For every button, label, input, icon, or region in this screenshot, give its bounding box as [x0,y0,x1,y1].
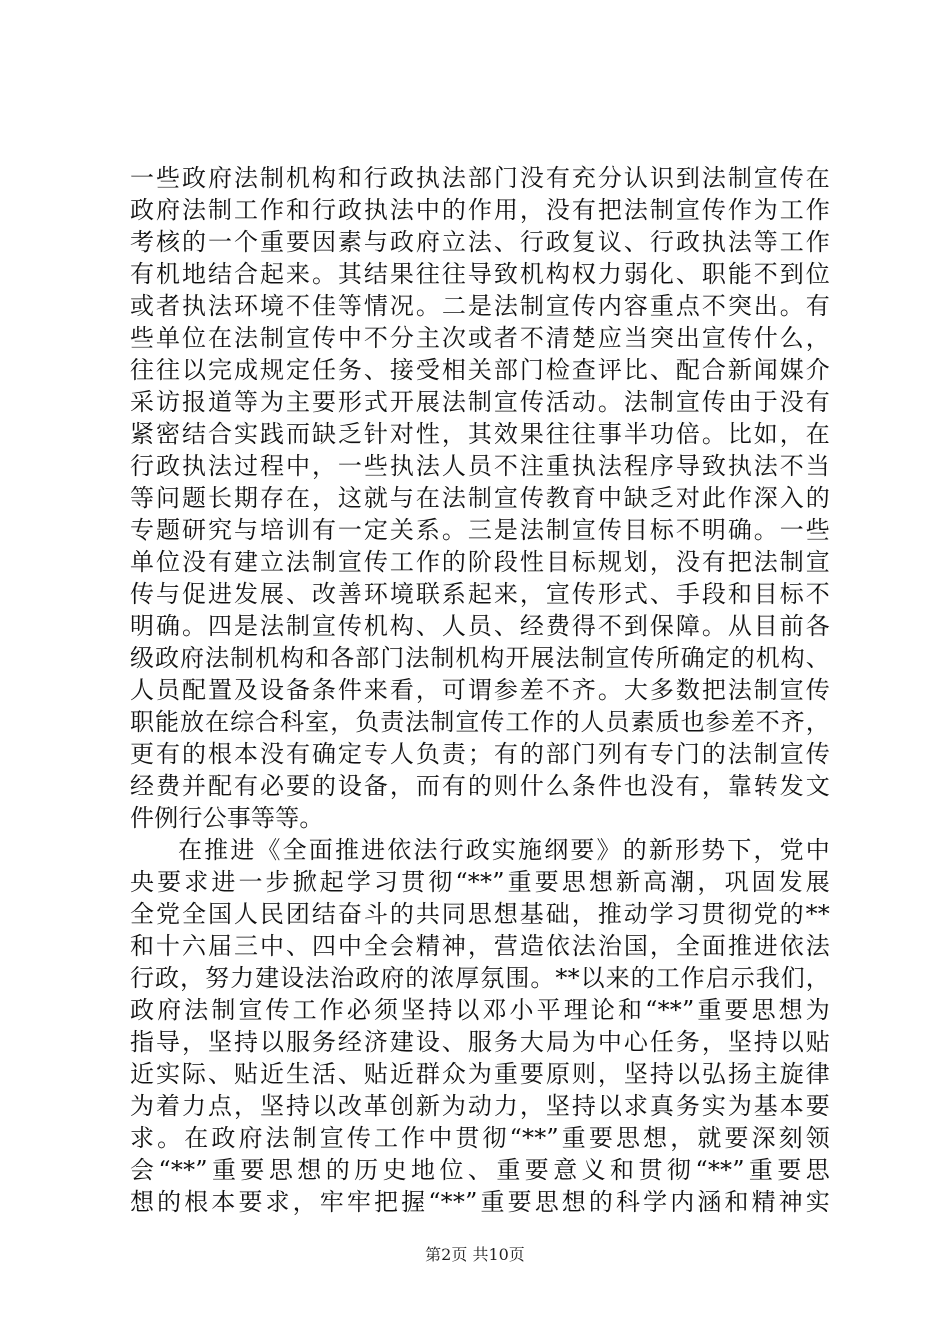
text-line: 一些政府法制机构和行政执法部门没有充分认识到法制宣传在 [130,164,830,192]
text-line: 全党全国人民团结奋斗的共同思想基础，推动学习贯彻党的** [130,900,830,928]
text-line: 等问题长期存在，这就与在法制宣传教育中缺乏对此作深入的 [130,484,830,512]
text-line: 些单位在法制宣传中不分主次或者不清楚应当突出宣传什么， [130,324,830,352]
text-line: 级政府法制机构和各部门法制机构开展法制宣传所确定的机构、 [130,644,830,672]
text-line: 明确。四是法制宣传机构、人员、经费得不到保障。从目前各 [130,612,830,640]
text-line: 为着力点，坚持以改革创新为动力，坚持以求真务实为基本要 [130,1092,830,1120]
text-line: 行政，努力建设法治政府的浓厚氛围。**以来的工作启示我们， [130,964,830,992]
text-line: 想的根本要求，牢牢把握“**”重要思想的科学内涵和精神实 [130,1188,830,1216]
text-line: 央要求进一步掀起学习贯彻“**”重要思想新高潮，巩固发展 [130,868,830,896]
text-line: 传与促进发展、改善环境联系起来，宣传形式、手段和目标不 [130,580,830,608]
text-line: 往往以完成规定任务、接受相关部门检查评比、配合新闻媒介 [130,356,830,384]
text-line: 更有的根本没有确定专人负责；有的部门列有专门的法制宣传 [130,740,830,768]
text-line: 指导，坚持以服务经济建设、服务大局为中心任务，坚持以贴 [130,1028,830,1056]
text-line: 会“**”重要思想的历史地位、重要意义和贯彻“**”重要思 [130,1156,830,1184]
text-line: 政府法制宣传工作必须坚持以邓小平理论和“**”重要思想为 [130,996,830,1024]
paragraph [130,834,830,1218]
text-line: 采访报道等为主要形式开展法制宣传活动。法制宣传由于没有 [130,388,830,416]
text-line: 求。在政府法制宣传工作中贯彻“**”重要思想，就要深刻领 [130,1124,830,1152]
text-line: 有机地结合起来。其结果往往导致机构权力弱化、职能不到位 [130,260,830,288]
paragraph [130,162,830,834]
text-line: 紧密结合实践而缺乏针对性，其效果往往事半功倍。比如，在 [130,420,830,448]
text-line: 和十六届三中、四中全会精神，营造依法治国，全面推进依法 [130,932,830,960]
text-line: 专题研究与培训有一定关系。三是法制宣传目标不明确。一些 [130,516,830,544]
text-line: 职能放在综合科室，负责法制宣传工作的人员素质也参差不齐， [130,708,830,736]
text-line: 在推进《全面推进依法行政实施纲要》的新形势下，党中 [178,836,830,864]
text-line: 行政执法过程中，一些执法人员不注重执法程序导致执法不当 [130,452,830,480]
text-line: 近实际、贴近生活、贴近群众为重要原则，坚持以弘扬主旋律 [130,1060,830,1088]
text-line: 人员配置及设备条件来看，可谓参差不齐。大多数把法制宣传 [130,676,830,704]
text-line: 或者执法环境不佳等情况。二是法制宣传内容重点不突出。有 [130,292,830,320]
page-footer: 第2页 共10页 [425,1245,525,1264]
text-line: 单位没有建立法制宣传工作的阶段性目标规划，没有把法制宣 [130,548,830,576]
text-line: 考核的一个重要因素与政府立法、行政复议、行政执法等工作 [130,228,830,256]
text-line: 政府法制工作和行政执法中的作用，没有把法制宣传作为工作 [130,196,830,224]
text-line: 件例行公事等等。 [130,804,324,832]
text-line: 经费并配有必要的设备，而有的则什么条件也没有，靠转发文 [130,772,830,800]
document-body [130,162,830,1218]
